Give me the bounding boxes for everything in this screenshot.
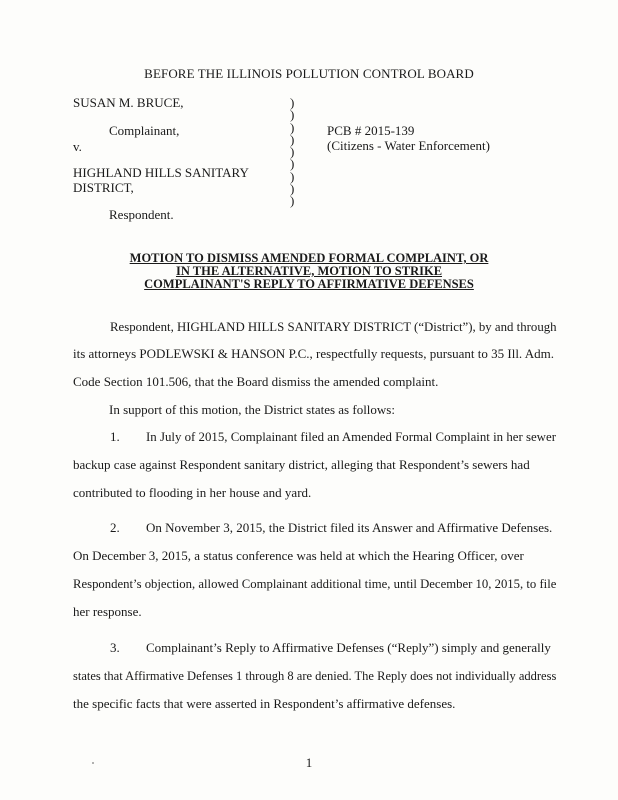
caption-parentheses: ) ) ) ) ) ) ) ) ) <box>290 95 295 209</box>
case-type: (Citizens - Water Enforcement) <box>327 138 490 153</box>
respondent-name-line1: HIGHLAND HILLS SANITARY <box>73 165 249 180</box>
paragraph-line: On November 3, 2015, the District filed its Answer and Affirmative Defenses. <box>146 520 553 535</box>
intro-line-3: Code Section 101.506, that the Board dismiss the amended complaint. <box>73 374 439 389</box>
title-line-3: COMPLAINANT'S REPLY TO AFFIRMATIVE DEFENSES <box>144 277 474 291</box>
case-number: PCB # 2015-139 <box>327 123 415 138</box>
paragraph-number: 2. <box>110 520 120 535</box>
paragraph-number: 3. <box>110 640 120 655</box>
paragraph-line: backup case against Respondent sanitary district, alleging that Respondent’s sewers had <box>73 457 530 472</box>
paragraph-line: states that Affirmative Defenses 1 through 8 are denied. The Reply does not individually address <box>73 668 557 683</box>
paragraph-line: On December 3, 2015, a status conference was held at which the Hearing Officer, over <box>73 548 524 563</box>
respondent-role: Respondent. <box>109 207 174 222</box>
complainant-role: Complainant, <box>109 123 180 138</box>
paragraph-number: 1. <box>110 429 120 444</box>
paragraph-line: the specific facts that were asserted in Respondent’s affirmative defenses. <box>73 696 456 711</box>
title-line-1: MOTION TO DISMISS AMENDED FORMAL COMPLAINT, OR <box>129 251 489 265</box>
paragraph-line: Complainant’s Reply to Affirmative Defenses (“Reply”) simply and generally <box>146 640 551 655</box>
intro-line-1: Respondent, HIGHLAND HILLS SANITARY DISTRICT (“District”), by and through <box>110 319 557 334</box>
paragraph-line: contributed to flooding in her house and yard. <box>73 485 312 500</box>
paragraph-line: her response. <box>73 604 142 619</box>
page-number: 1 <box>305 755 313 770</box>
paragraph-line: In July of 2015, Complainant filed an Amended Formal Complaint in her sewer <box>146 429 556 444</box>
intro-line-2: its attorneys PODLEWSKI & HANSON P.C., respectfully requests, pursuant to 35 Ill. Adm. <box>73 346 554 361</box>
support-statement: In support of this motion, the District states as follows: <box>109 402 395 417</box>
court-header: BEFORE THE ILLINOIS POLLUTION CONTROL BOARD <box>144 66 474 81</box>
respondent-name-line2: DISTRICT, <box>73 180 134 195</box>
title-line-2: IN THE ALTERNATIVE, MOTION TO STRIKE <box>175 264 443 278</box>
complainant-name: SUSAN M. BRUCE, <box>73 95 184 110</box>
paragraph-line: Respondent’s objection, allowed Complainant additional time, until December 10, 2015, to file <box>73 576 557 591</box>
versus: v. <box>73 139 82 154</box>
